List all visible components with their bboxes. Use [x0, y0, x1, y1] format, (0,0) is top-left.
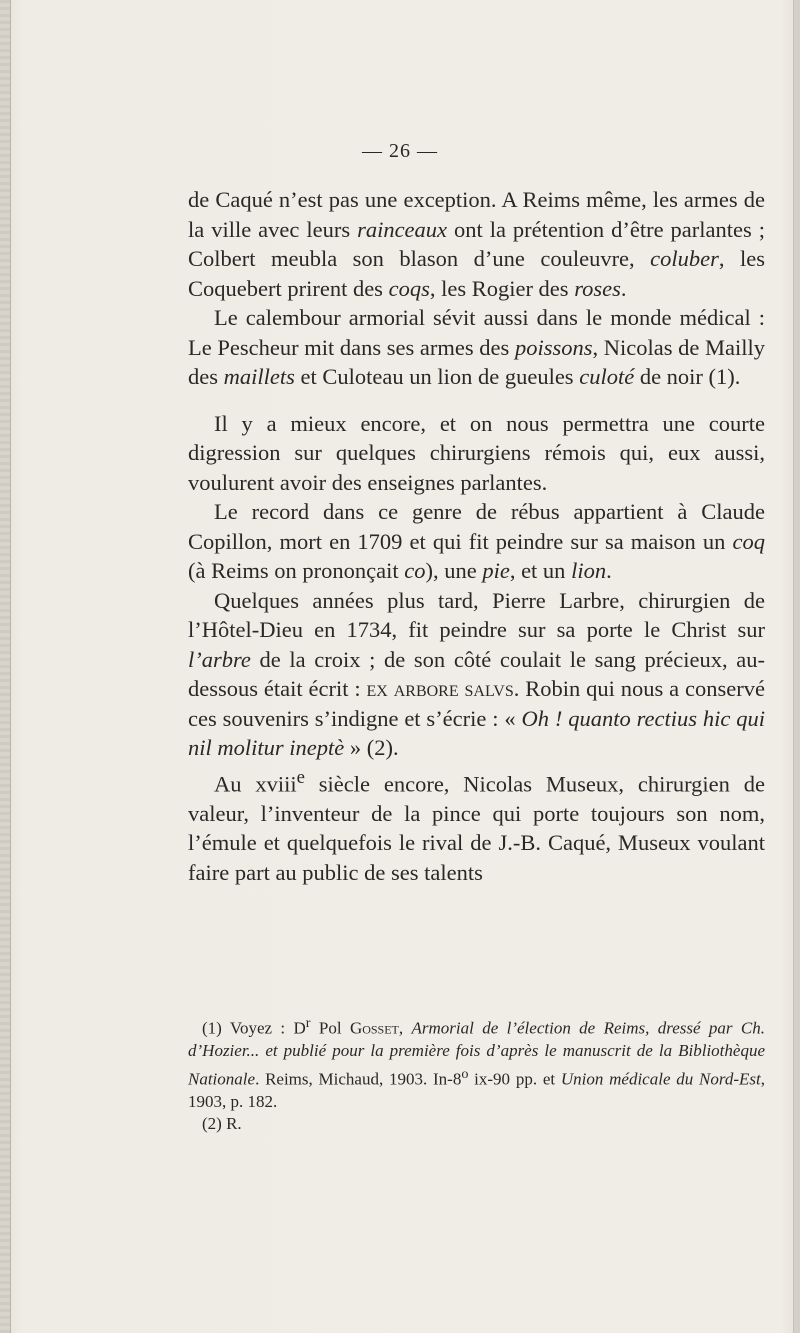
paragraph [188, 586, 765, 763]
italic-text: coluber [650, 246, 719, 271]
italic-text: pie [482, 558, 510, 583]
text-run: siècle encore, Nicolas Museux, chirurgien de valeur, l’inventeur de la pince qui porte toujours son nom, l’émule et quelquefois le rival de J.-B. Caqué, Museux voulant faire part au public de ses talents [188, 771, 765, 885]
text-run: . Reims, Michaud, 1903. In-8 [255, 1069, 462, 1089]
footnote [188, 1012, 765, 1113]
text-run: . [620, 275, 627, 301]
italic-text: rainceaux [357, 216, 448, 242]
text-run: et Culoteau un lion de gueules [294, 364, 580, 389]
text-run: ont la prétention d’être parlantes ; Colbert meubla son blason d’une couleuvre, [188, 216, 765, 271]
italic-text: culoté [579, 364, 635, 389]
small-caps-text: ex arbore salvs [366, 676, 514, 701]
paragraph [188, 185, 765, 303]
paragraph [188, 409, 765, 498]
text-run: » (2). [344, 735, 399, 760]
text-run: Au xviii [214, 771, 297, 796]
text-run: (à Reims on prononçait [188, 558, 405, 583]
page-right-edge [793, 0, 800, 1333]
italic-text: roses [574, 275, 621, 301]
italic-text: coq [732, 528, 765, 554]
text-run: . Robin qui nous a conservé ces souvenirs s’indigne et s’écrie : « [188, 676, 766, 731]
superscript: e [296, 766, 305, 788]
text-run: , 1903, p. 182. [188, 1069, 765, 1111]
text-run: Il y a mieux encore, et on nous permettra une courte digression sur quelques chirurgiens rémois qui, eux aussi, voulurent avoir des enseignes parlantes. [188, 410, 765, 495]
superscript: r [305, 1015, 311, 1031]
text-run: , les Rogier des [429, 275, 575, 301]
superscript: o [461, 1065, 469, 1082]
italic-text: lion [571, 558, 607, 583]
footnote [188, 1113, 765, 1136]
body-text [188, 185, 765, 887]
paragraph [188, 763, 765, 888]
italic-text: co [404, 558, 426, 583]
italic-text: Oh ! quanto rectius hic qui nil molitur ineptè [188, 705, 765, 760]
italic-text: l’arbre [188, 646, 251, 672]
text-run: , les Coquebert prirent des [188, 246, 765, 301]
italic-text: coqs [388, 275, 430, 301]
text-run: . [606, 558, 612, 583]
italic-text: Union médicale du Nord-Est [560, 1069, 761, 1089]
text-run: ), une [425, 558, 483, 583]
text-run: de la croix ; de son côté coulait le sang précieux, au-dessous était écrit : [188, 646, 765, 701]
text-run: (1) Voyez : D [202, 1018, 306, 1038]
italic-text: Armorial de l’élection de Reims, dressé par Ch. d’Hozier... et publié pour la première fois d’après le manuscrit de la Bibliothèque Nationale [188, 1018, 766, 1089]
paragraph [188, 497, 765, 586]
text-run: (2) R. [202, 1114, 242, 1134]
text-run: Le calembour armorial sévit aussi dans le monde médical : Le Pescheur mit dans ses armes des [188, 305, 765, 360]
text-run: de noir (1). [634, 364, 741, 389]
text-run: Pol [310, 1018, 350, 1038]
page-number: — 26 — [362, 140, 438, 162]
text-run: de Caqué n’est pas une exception. A Reims même, les armes de la ville avec leurs [188, 187, 765, 242]
paragraph [188, 303, 765, 392]
text-run: Le record dans ce genre de rébus appartient à Claude Copillon, mort en 1709 et qui fit peindre sur sa maison un [188, 499, 765, 554]
text-run: , [398, 1018, 412, 1038]
footnotes [188, 1012, 765, 1136]
book-binding-edge [0, 0, 11, 1333]
text-run: ix-90 pp. et [468, 1069, 561, 1089]
italic-text: poissons [514, 334, 593, 360]
text-run: , Nicolas de Mailly des [188, 334, 765, 389]
italic-text: maillets [223, 364, 295, 389]
text-run: , et un [509, 558, 572, 583]
small-caps-text: Gosset [349, 1018, 399, 1038]
text-run: Quelques années plus tard, Pierre Larbre, chirurgien de l’Hôtel-Dieu en 1734, fit peindre sur sa porte le Christ sur [188, 587, 765, 642]
